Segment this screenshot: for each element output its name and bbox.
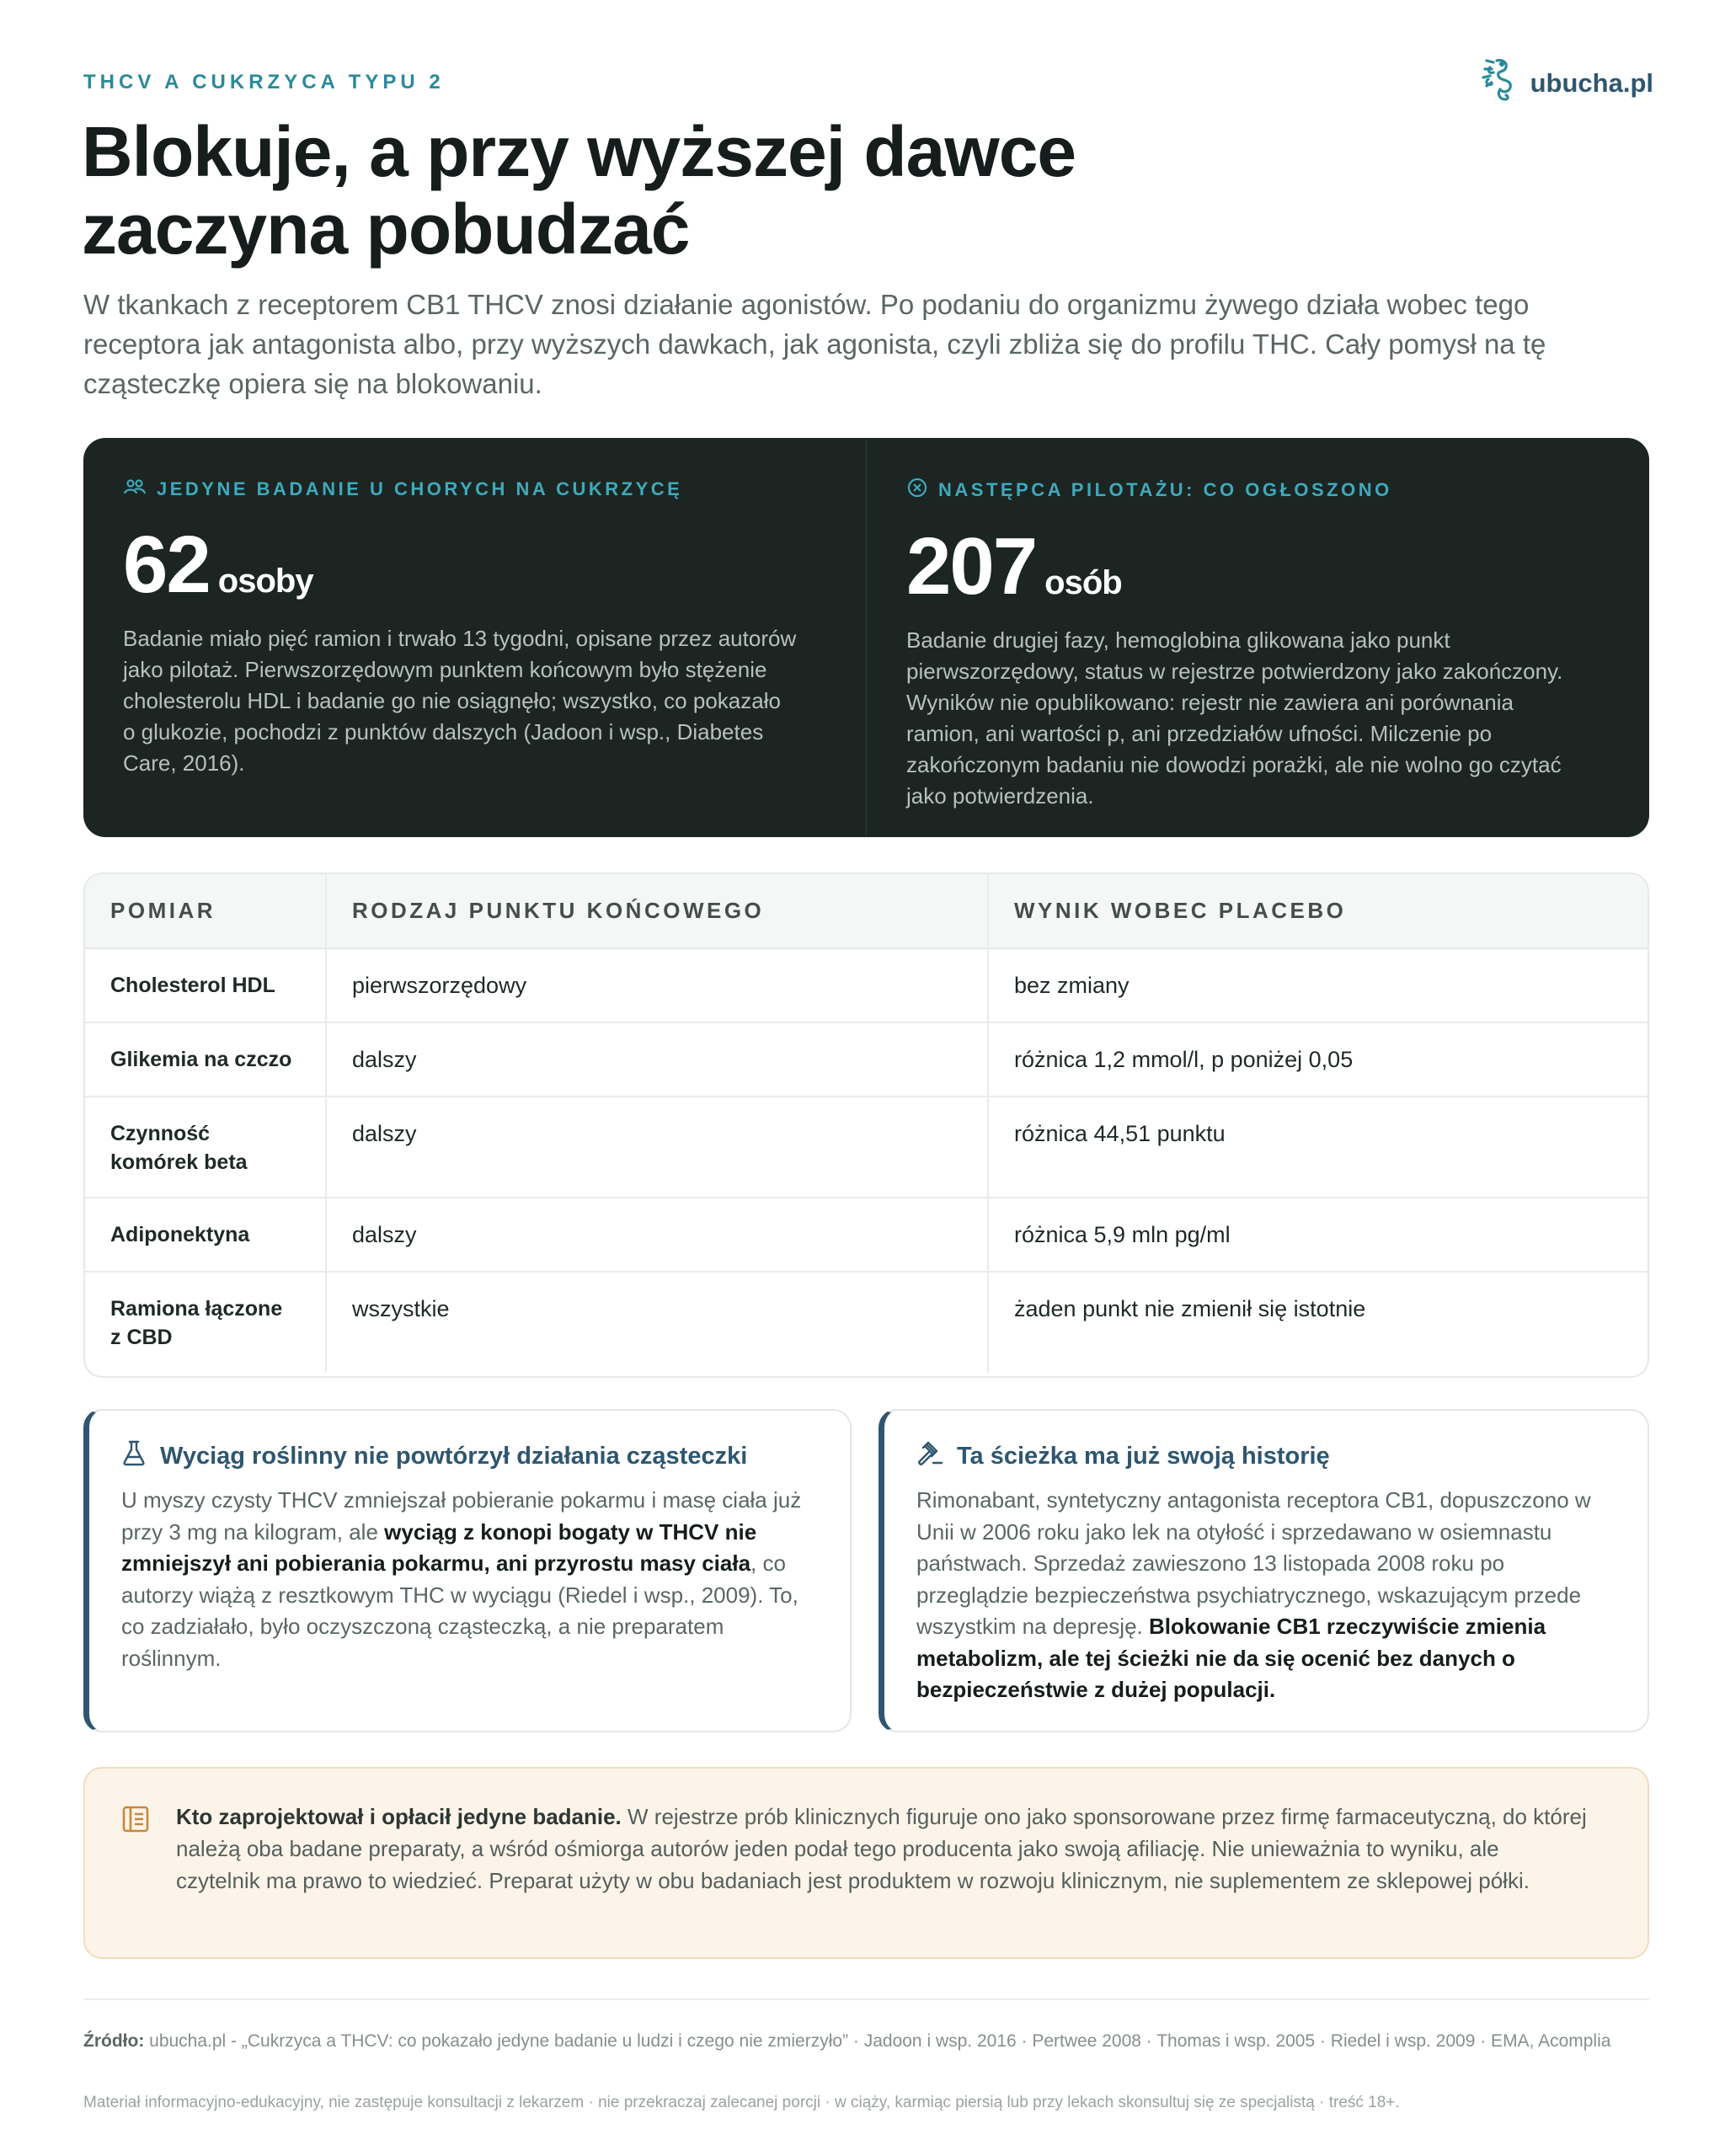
- measure-cell: Czynność komórek beta: [85, 1097, 326, 1198]
- result-cell: różnica 44,51 punktu: [988, 1097, 1648, 1198]
- endpoint-type-cell: dalszy: [326, 1198, 988, 1272]
- table-header-row: [85, 874, 1648, 948]
- title-line-1: Blokuje, a przy wyższej dawce: [82, 112, 1076, 191]
- result-cell: różnica 5,9 mln pg/ml: [988, 1198, 1648, 1272]
- stat-card-study: [83, 438, 866, 837]
- stat-value: 62: [123, 520, 210, 610]
- stat-description: Badanie miało pięć ramion i trwało 13 tygodni, opisane przez autorów jako pilotaż. Pierwszorzędowym punktem końcowym było stężenie cholesterolu HDL i badanie go nie osiągnęło; wszystko, co pokazało o glukozie, pochodzi z punktów dalszych (Jadoon i wsp., Diabetes Care, 2016).: [123, 626, 797, 776]
- source-line: Źródło: ubucha.pl - „Cukrzyca a THCV: co pokazało jedyne badanie u ludzi i czego nie zmierzyło” · Jadoon i wsp. 2016 · Pertwee 2008 · Thomas i wsp. 2005 · Riedel i wsp. 2009 · EMA, Acomplia: [83, 2031, 1611, 2051]
- lede-paragraph: W tkankach z receptorem CB1 THCV znosi działanie agonistów. Po podaniu do organizmu żywego działa wobec tego receptora jak antagonista albo, przy wyższych dawkach, jak agonista, czyli zbliża się do profilu THC. Cały pomysł na tę cząsteczkę opiera się na blokowaniu.: [83, 289, 1546, 399]
- callout-plant-extract: [83, 1409, 852, 1732]
- measure-cell: Glikemia na czczo: [85, 1022, 326, 1097]
- results-table: [83, 873, 1649, 1378]
- stat-unit: osób: [1044, 564, 1122, 601]
- result-cell: bez zmiany: [988, 948, 1648, 1022]
- disclaimer: Materiał informacyjno-edukacyjny, nie zastępuje konsultacji z lekarzem · nie przekraczaj zalecanej porcji · w ciąży, karmiąc piersią lub przy lekach skonsultuj się ze specjalistą · treść 18+.: [83, 2094, 1400, 2111]
- table-row: [85, 1097, 1648, 1198]
- endpoint-type-cell: pierwszorzędowy: [326, 948, 988, 1022]
- measure-cell: Cholesterol HDL: [110, 974, 275, 997]
- stats-panel: [83, 438, 1649, 837]
- stat-label: JEDYNE BADANIE U CHORYCH NA CUKRZYCĘ: [123, 477, 827, 502]
- document-icon: [120, 1804, 151, 1838]
- endpoint-type-cell: dalszy: [326, 1097, 988, 1198]
- callout-heading: Wyciąg roślinny nie powtórzył działania cząsteczki: [121, 1439, 821, 1473]
- stat-unit: osoby: [217, 563, 313, 600]
- sponsorship-note: [83, 1767, 1649, 1959]
- footer-divider: [83, 1999, 1649, 2000]
- seahorse-logo-icon: [1478, 56, 1519, 110]
- title-line-2: zaczyna pobudzać: [82, 189, 690, 269]
- stat-number: [906, 520, 1610, 613]
- callout-rimonabant-history: [879, 1409, 1649, 1732]
- stat-label: NASTĘPCA PILOTAŻU: CO OGŁOSZONO: [906, 477, 1610, 504]
- stat-description: Badanie drugiej fazy, hemoglobina glikowana jako punkt pierwszorzędowy, status w rejestrze potwierdzony jako zakończony. Wyników nie opublikowano: rejestr nie zawiera ani porównania ramion, ani wartości p, ani przedziałów ufności. Milczenie po zakończonym badaniu nie dowodzi porażki, ale nie wolno go czytać jako potwierdzenia.: [906, 627, 1563, 808]
- stat-number: [123, 519, 827, 611]
- brand-name: ubucha.pl: [1530, 67, 1653, 98]
- gavel-icon: [916, 1439, 943, 1473]
- endpoint-type-cell: wszystkie: [326, 1272, 988, 1373]
- measure-cell: Adiponektyna: [85, 1198, 326, 1272]
- page-title: [82, 113, 1261, 268]
- table-row: [85, 1022, 1648, 1097]
- stat-value: 207: [906, 521, 1037, 611]
- note-text: Kto zaprojektował i opłacił jedyne badanie. W rejestrze prób klinicznych figuruje ono jako sponsorowane przez firmę farmaceutyczną, do której należą oba badane preparaty, a wśród ośmiorga autorów jeden podał tego producenta jako swoją afiliację. Nie unieważnia to wyniku, ale czytelnik ma prawo to wiedzieć. Preparat użyty w obu badaniach jest produktem w rozwoju klinicznym, nie suplementem ze sklepowej półki.: [176, 1804, 1587, 1893]
- column-header: RODZAJ PUNKTU KOŃCOWEGO: [326, 874, 988, 948]
- column-header: POMIAR: [85, 874, 326, 948]
- callout-text: U myszy czysty THCV zmniejszał pobieranie pokarmu i masę ciała już przy 3 mg na kilogram, ale wyciąg z konopi bogaty w THCV nie zmniejszył ani pobierania pokarmu, ani przyrostu masy ciała, co autorzy wiążą z resztkowym THC w wyciągu (Riedel i wsp., 2009). To, co zadziałało, było oczyszczoną cząsteczką, a nie preparatem roślinnym.: [121, 1487, 802, 1671]
- brand-logo[interactable]: [1478, 56, 1653, 110]
- table-row: [85, 1272, 1648, 1373]
- people-icon: [123, 477, 147, 502]
- endpoint-type-cell: dalszy: [326, 1022, 988, 1097]
- result-cell: żaden punkt nie zmienił się istotnie: [988, 1272, 1648, 1373]
- stat-card-successor: [866, 438, 1649, 837]
- measure-cell: Ramiona łączone z CBD: [85, 1272, 326, 1373]
- eyebrow: THCV A CUKRZYCA TYPU 2: [83, 71, 445, 93]
- callout-heading: Ta ścieżka ma już swoją historię: [916, 1439, 1619, 1473]
- callout-text: Rimonabant, syntetyczny antagonista receptora CB1, dopuszczono w Unii w 2006 roku jako lek na otyłość i sprzedawano w osiemnastu państwach. Sprzedaż zawieszono 13 listopada 2008 roku po przeglądzie bezpieczeństwa psychiatrycznego, wskazującym przede wszystkim na depresję. Blokowanie CB1 rzeczywiście zmienia metabolizm, ale tej ścieżki nie da się ocenić bez danych o bezpieczeństwie z dużej populacji.: [916, 1487, 1591, 1702]
- result-cell: różnica 1,2 mmol/l, p poniżej 0,05: [988, 1022, 1648, 1097]
- table-row: [85, 948, 1648, 1022]
- column-header: WYNIK WOBEC PLACEBO: [988, 874, 1648, 948]
- circle-x-icon: [906, 477, 928, 504]
- table-row: [85, 1198, 1648, 1272]
- flask-icon: [121, 1439, 147, 1473]
